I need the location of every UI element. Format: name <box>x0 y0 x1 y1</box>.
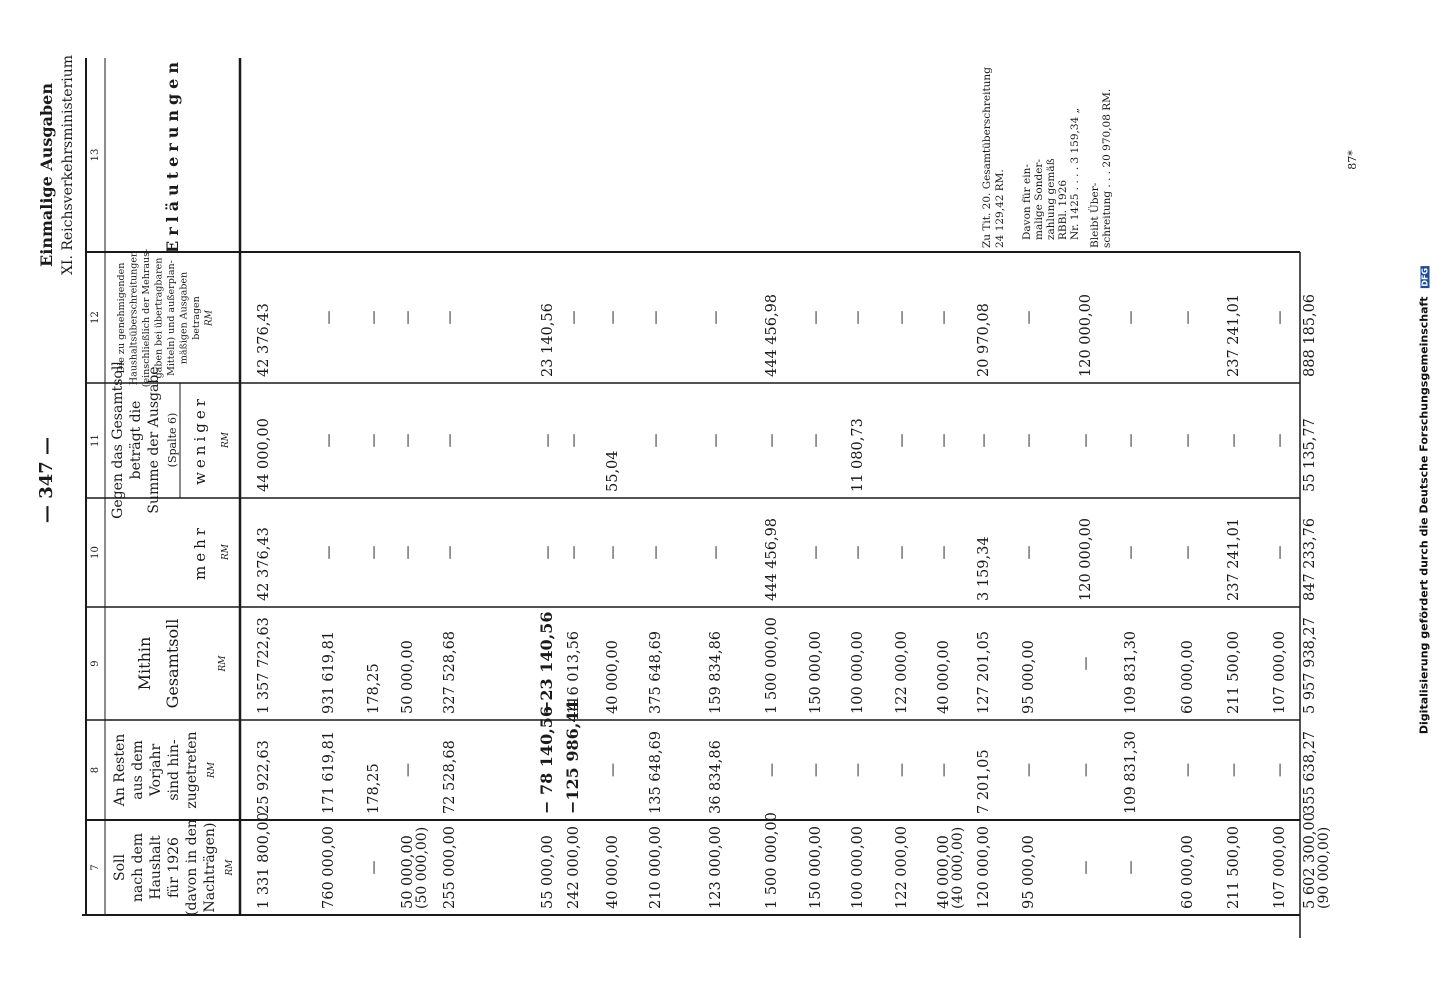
dash-cell: — <box>648 310 664 325</box>
value-cell-c8: 171 619,81 <box>321 730 337 814</box>
value-cell-c7: 1 500 000,00 <box>764 812 780 909</box>
total-cell-c10: 847 233,76 <box>1302 517 1318 601</box>
note-line: 24 129,42 RM. <box>994 169 1006 248</box>
dash-cell: — <box>850 545 866 560</box>
dash-cell: — <box>400 545 416 560</box>
value-cell-c8: − 78 140,56 <box>537 705 556 814</box>
value-cell-c9: 327 528,68 <box>442 630 458 714</box>
value-cell-c7: 40 000,00 <box>936 835 952 909</box>
value-cell-c7: 123 000,00 <box>708 825 724 909</box>
note-line: RBBl. 1926 <box>1057 179 1069 240</box>
column-number: 8 <box>90 766 101 774</box>
column-header-c11-unit: RM <box>221 432 231 448</box>
column-header-c10: mehr <box>191 524 209 580</box>
total-cell-c8: 355 638,27 <box>1302 730 1318 814</box>
dash-cell: — <box>1180 433 1196 448</box>
value-cell-c12: 20 970,08 <box>976 303 992 377</box>
value-cell-c8: −125 986,44 <box>563 700 582 814</box>
value-cell-c9: 109 831,30 <box>1123 630 1139 714</box>
dash-cell: — <box>894 310 910 325</box>
column-header-c7: Nachträgen) <box>202 822 218 913</box>
dash-cell: — <box>605 310 621 325</box>
column-group-header: Gegen das Gesamtsoll <box>110 361 126 519</box>
column-header-c13: Erläuterungen <box>163 57 182 253</box>
dash-cell: — <box>1021 545 1037 560</box>
dash-cell: — <box>1123 545 1139 560</box>
dash-cell: — <box>936 433 952 448</box>
column-header-c7: RM <box>225 859 235 876</box>
value-cell-c7: 122 000,00 <box>894 825 910 909</box>
column-header-c12: (einschließlich der Mehraus- <box>141 248 152 388</box>
dash-cell: — <box>442 545 458 560</box>
note-line: schreitung . . . 20 970,08 RM. <box>1101 88 1113 248</box>
column-header-c7: für 1926 <box>166 837 182 898</box>
value-cell-c9: 100 000,00 <box>850 630 866 714</box>
dash-cell: — <box>894 433 910 448</box>
column-header-c12: RM <box>204 310 215 326</box>
column-header-c9-unit: RM <box>218 655 228 672</box>
value-cell-c7: 95 000,00 <box>1021 835 1037 909</box>
dash-cell: — <box>1180 763 1196 777</box>
value-cell-c9: 122 000,00 <box>894 630 910 714</box>
note-line: Bleibt Über- <box>1089 182 1101 248</box>
value-cell-c8: 36 834,86 <box>708 740 724 814</box>
value-cell-c7-sub: (50 000,00) <box>414 826 430 909</box>
dash-cell: — <box>936 310 952 325</box>
dash-cell: — <box>540 545 556 560</box>
value-cell-c12: 444 456,98 <box>764 293 780 377</box>
dash-cell: — <box>566 310 582 325</box>
column-number: 9 <box>90 660 101 667</box>
column-header-c8: aus dem <box>130 740 146 800</box>
dash-cell: — <box>566 545 582 560</box>
column-number: 13 <box>90 148 101 162</box>
value-cell-c9: 931 619,81 <box>321 630 337 714</box>
dash-cell: — <box>808 433 824 448</box>
dash-cell: — <box>540 433 556 448</box>
value-cell-c7: 150 000,00 <box>808 825 824 909</box>
dash-cell: — <box>936 545 952 560</box>
dash-cell: — <box>1123 433 1139 448</box>
dash-cell: — <box>605 763 621 777</box>
column-header-c8: sind hin- <box>166 739 182 801</box>
value-cell-c9: 40 000,00 <box>605 640 621 714</box>
note-line: Nr. 1425 . . . . 3 159,34 „ <box>1069 107 1081 240</box>
dash-cell: — <box>1078 763 1094 777</box>
value-cell-c7: 120 000,00 <box>976 825 992 909</box>
value-cell-c9: −23 140,56 <box>537 611 556 714</box>
column-header-c8: An Resten <box>112 733 128 807</box>
dash-cell: — <box>648 545 664 560</box>
footnote-mark: 87* <box>1346 150 1359 170</box>
dash-cell: — <box>605 545 621 560</box>
value-cell-c12: 42 376,43 <box>256 303 272 377</box>
value-cell-c9: 1 357 722,63 <box>256 617 272 714</box>
value-cell-c8: 109 831,30 <box>1123 730 1139 814</box>
value-cell-c11: 55,04 <box>605 450 621 492</box>
value-cell-c12: 23 140,56 <box>540 303 556 377</box>
dash-cell: — <box>708 433 724 448</box>
value-cell-c9: 150 000,00 <box>808 630 824 714</box>
dash-cell: — <box>808 545 824 560</box>
dash-cell: — <box>648 433 664 448</box>
dash-cell: — <box>808 310 824 325</box>
column-header-c11: weniger <box>191 395 209 485</box>
value-cell-c8: 25 922,63 <box>256 740 272 814</box>
column-header-c12: Haushaltsüberschreitungen <box>128 250 140 386</box>
dash-cell: — <box>936 763 952 777</box>
column-header-c12: Mitteln) und außerplan- <box>166 260 177 376</box>
dash-cell: — <box>366 860 382 875</box>
page-subtitle: XI. Reichsverkehrsministerium <box>60 54 76 276</box>
dash-cell: — <box>1078 656 1094 671</box>
dash-cell: — <box>764 433 780 448</box>
value-cell-c10: 3 159,34 <box>976 536 992 601</box>
dash-cell: — <box>442 433 458 448</box>
column-group-header: beträgt die <box>128 400 144 480</box>
dash-cell: — <box>321 433 337 448</box>
value-cell-c7: 55 000,00 <box>540 835 556 909</box>
dfg-logo: DFG <box>1420 267 1430 287</box>
value-cell-c7: 210 000,00 <box>648 825 664 909</box>
dash-cell: — <box>400 433 416 448</box>
value-cell-c7: 211 500,00 <box>1226 825 1242 909</box>
value-cell-c7: 60 000,00 <box>1180 835 1196 909</box>
value-cell-c7: 760 000,00 <box>321 825 337 909</box>
dash-cell: — <box>1272 545 1288 560</box>
dash-cell: — <box>366 545 382 560</box>
value-cell-c11: 44 000,00 <box>256 418 272 492</box>
dash-cell: — <box>442 310 458 325</box>
dash-cell: — <box>1078 433 1094 448</box>
column-header-c8: RM <box>207 762 217 778</box>
dash-cell: — <box>1123 310 1139 325</box>
value-cell-c7: 255 000,00 <box>442 825 458 909</box>
value-cell-c9: 95 000,00 <box>1021 640 1037 714</box>
value-cell-c9: 107 000,00 <box>1272 630 1288 714</box>
dash-cell: — <box>708 545 724 560</box>
dash-cell: — <box>400 310 416 325</box>
page-title: Einmalige Ausgaben <box>37 83 56 267</box>
value-cell-c9: 178,25 <box>366 663 382 714</box>
column-header-c7: (davon in den <box>184 819 200 916</box>
value-cell-c11: 11 080,73 <box>850 418 866 492</box>
dash-cell: — <box>1272 433 1288 448</box>
value-cell-c9: 60 000,00 <box>1180 640 1196 714</box>
note-line: Davon für ein- <box>1021 164 1033 240</box>
dash-cell: — <box>1226 763 1242 777</box>
column-header-c8: zugetreten <box>184 731 200 809</box>
dash-cell: — <box>894 545 910 560</box>
value-cell-c12: 120 000,00 <box>1078 293 1094 377</box>
dash-cell: — <box>1226 433 1242 448</box>
column-header-c12: Die zu genehmigenden <box>116 262 127 374</box>
column-number: 7 <box>90 864 101 871</box>
value-cell-c8: 72 528,68 <box>442 740 458 814</box>
value-cell-c9: 40 000,00 <box>936 640 952 714</box>
column-group-header: Summe der Ausgabe <box>146 366 162 514</box>
dash-cell: — <box>1272 763 1288 777</box>
dash-cell: — <box>1021 433 1037 448</box>
value-cell-c9: 1 500 000,00 <box>764 617 780 714</box>
page-content <box>36 55 1359 938</box>
dash-cell: — <box>808 763 824 777</box>
page-number: — 347 — <box>36 436 57 524</box>
digitization-credit <box>1418 266 1431 734</box>
dash-cell: — <box>1021 310 1037 325</box>
value-cell-c7: 50 000,00 <box>400 835 416 909</box>
value-cell-c10: 444 456,98 <box>764 517 780 601</box>
value-cell-c8: 135 648,69 <box>648 730 664 814</box>
dash-cell: — <box>1180 310 1196 325</box>
column-header-c12: gaben bei übertragbaren <box>153 257 165 379</box>
dash-cell: — <box>850 763 866 777</box>
dash-cell: — <box>894 763 910 777</box>
column-header-c12: mäßigen Ausgaben <box>178 271 190 365</box>
value-cell-c9: 50 000,00 <box>400 640 416 714</box>
value-cell-c9: 159 834,86 <box>708 630 724 714</box>
total-cell-c11: 55 135,77 <box>1302 418 1318 492</box>
column-header-c10-unit: RM <box>221 544 231 560</box>
total-cell-c7-sub: (90 000,00) <box>1316 826 1332 909</box>
column-number: 12 <box>90 311 101 324</box>
column-header-c9: Gesamtsoll <box>163 618 182 709</box>
column-header-c7: nach dem <box>130 832 146 903</box>
dash-cell: — <box>400 763 416 777</box>
note-line: Zu Tit. 20. Gesamtüberschreitung <box>981 67 993 248</box>
total-cell-c7: 5 602 300,00 <box>1302 812 1318 909</box>
value-cell-c7-sub: (40 000,00) <box>950 826 966 909</box>
value-cell-c7: 107 000,00 <box>1272 825 1288 909</box>
dash-cell: — <box>566 433 582 448</box>
value-cell-c7: 1 331 800,00 <box>256 812 272 909</box>
column-header-c8: Vorjahr <box>148 743 164 797</box>
column-group-header: (Spalte 6) <box>166 412 179 468</box>
column-header-c9: Mithin <box>135 636 154 691</box>
dash-cell: — <box>976 433 992 448</box>
value-cell-c12: 237 241,01 <box>1226 293 1242 377</box>
value-cell-c8: 7 201,05 <box>976 749 992 814</box>
value-cell-c7: 100 000,00 <box>850 825 866 909</box>
dash-cell: — <box>1272 310 1288 325</box>
dash-cell: — <box>366 433 382 448</box>
dash-cell: — <box>850 310 866 325</box>
value-cell-c9: 127 201,05 <box>976 630 992 714</box>
value-cell-c9: 211 500,00 <box>1226 630 1242 714</box>
value-cell-c9: 116 013,56 <box>566 630 582 714</box>
dash-cell: — <box>366 310 382 325</box>
value-cell-c7: 40 000,00 <box>605 835 621 909</box>
dash-cell: — <box>321 545 337 560</box>
value-cell-c10: 237 241,01 <box>1226 517 1242 601</box>
total-cell-c12: 888 185,06 <box>1302 293 1318 377</box>
dash-cell: — <box>321 310 337 325</box>
column-number: 11 <box>90 434 101 447</box>
value-cell-c7: 242 000,00 <box>566 825 582 909</box>
dash-cell: — <box>1123 860 1139 875</box>
dash-cell: — <box>764 763 780 777</box>
dash-cell: — <box>1180 545 1196 560</box>
total-cell-c9: 5 957 938,27 <box>1302 617 1318 714</box>
column-header-c12: betragen <box>191 296 202 340</box>
dash-cell: — <box>708 310 724 325</box>
column-number: 10 <box>90 546 101 559</box>
dash-cell: — <box>1021 763 1037 777</box>
value-cell-c10: 120 000,00 <box>1078 517 1094 601</box>
note-line: zahlung gemäß <box>1045 158 1057 240</box>
column-header-c7: Soll <box>112 854 128 881</box>
dash-cell: — <box>1078 860 1094 875</box>
value-cell-c8: 178,25 <box>366 763 382 814</box>
value-cell-c9: 375 648,69 <box>648 630 664 714</box>
value-cell-c10: 42 376,43 <box>256 527 272 601</box>
column-header-c7: Haushalt <box>148 835 164 900</box>
note-line: malige Sonder- <box>1033 159 1045 240</box>
digitization-credit-text: Digitalisierung gefördert durch die Deutsche Forschungsgemeinschaft <box>1417 296 1431 735</box>
